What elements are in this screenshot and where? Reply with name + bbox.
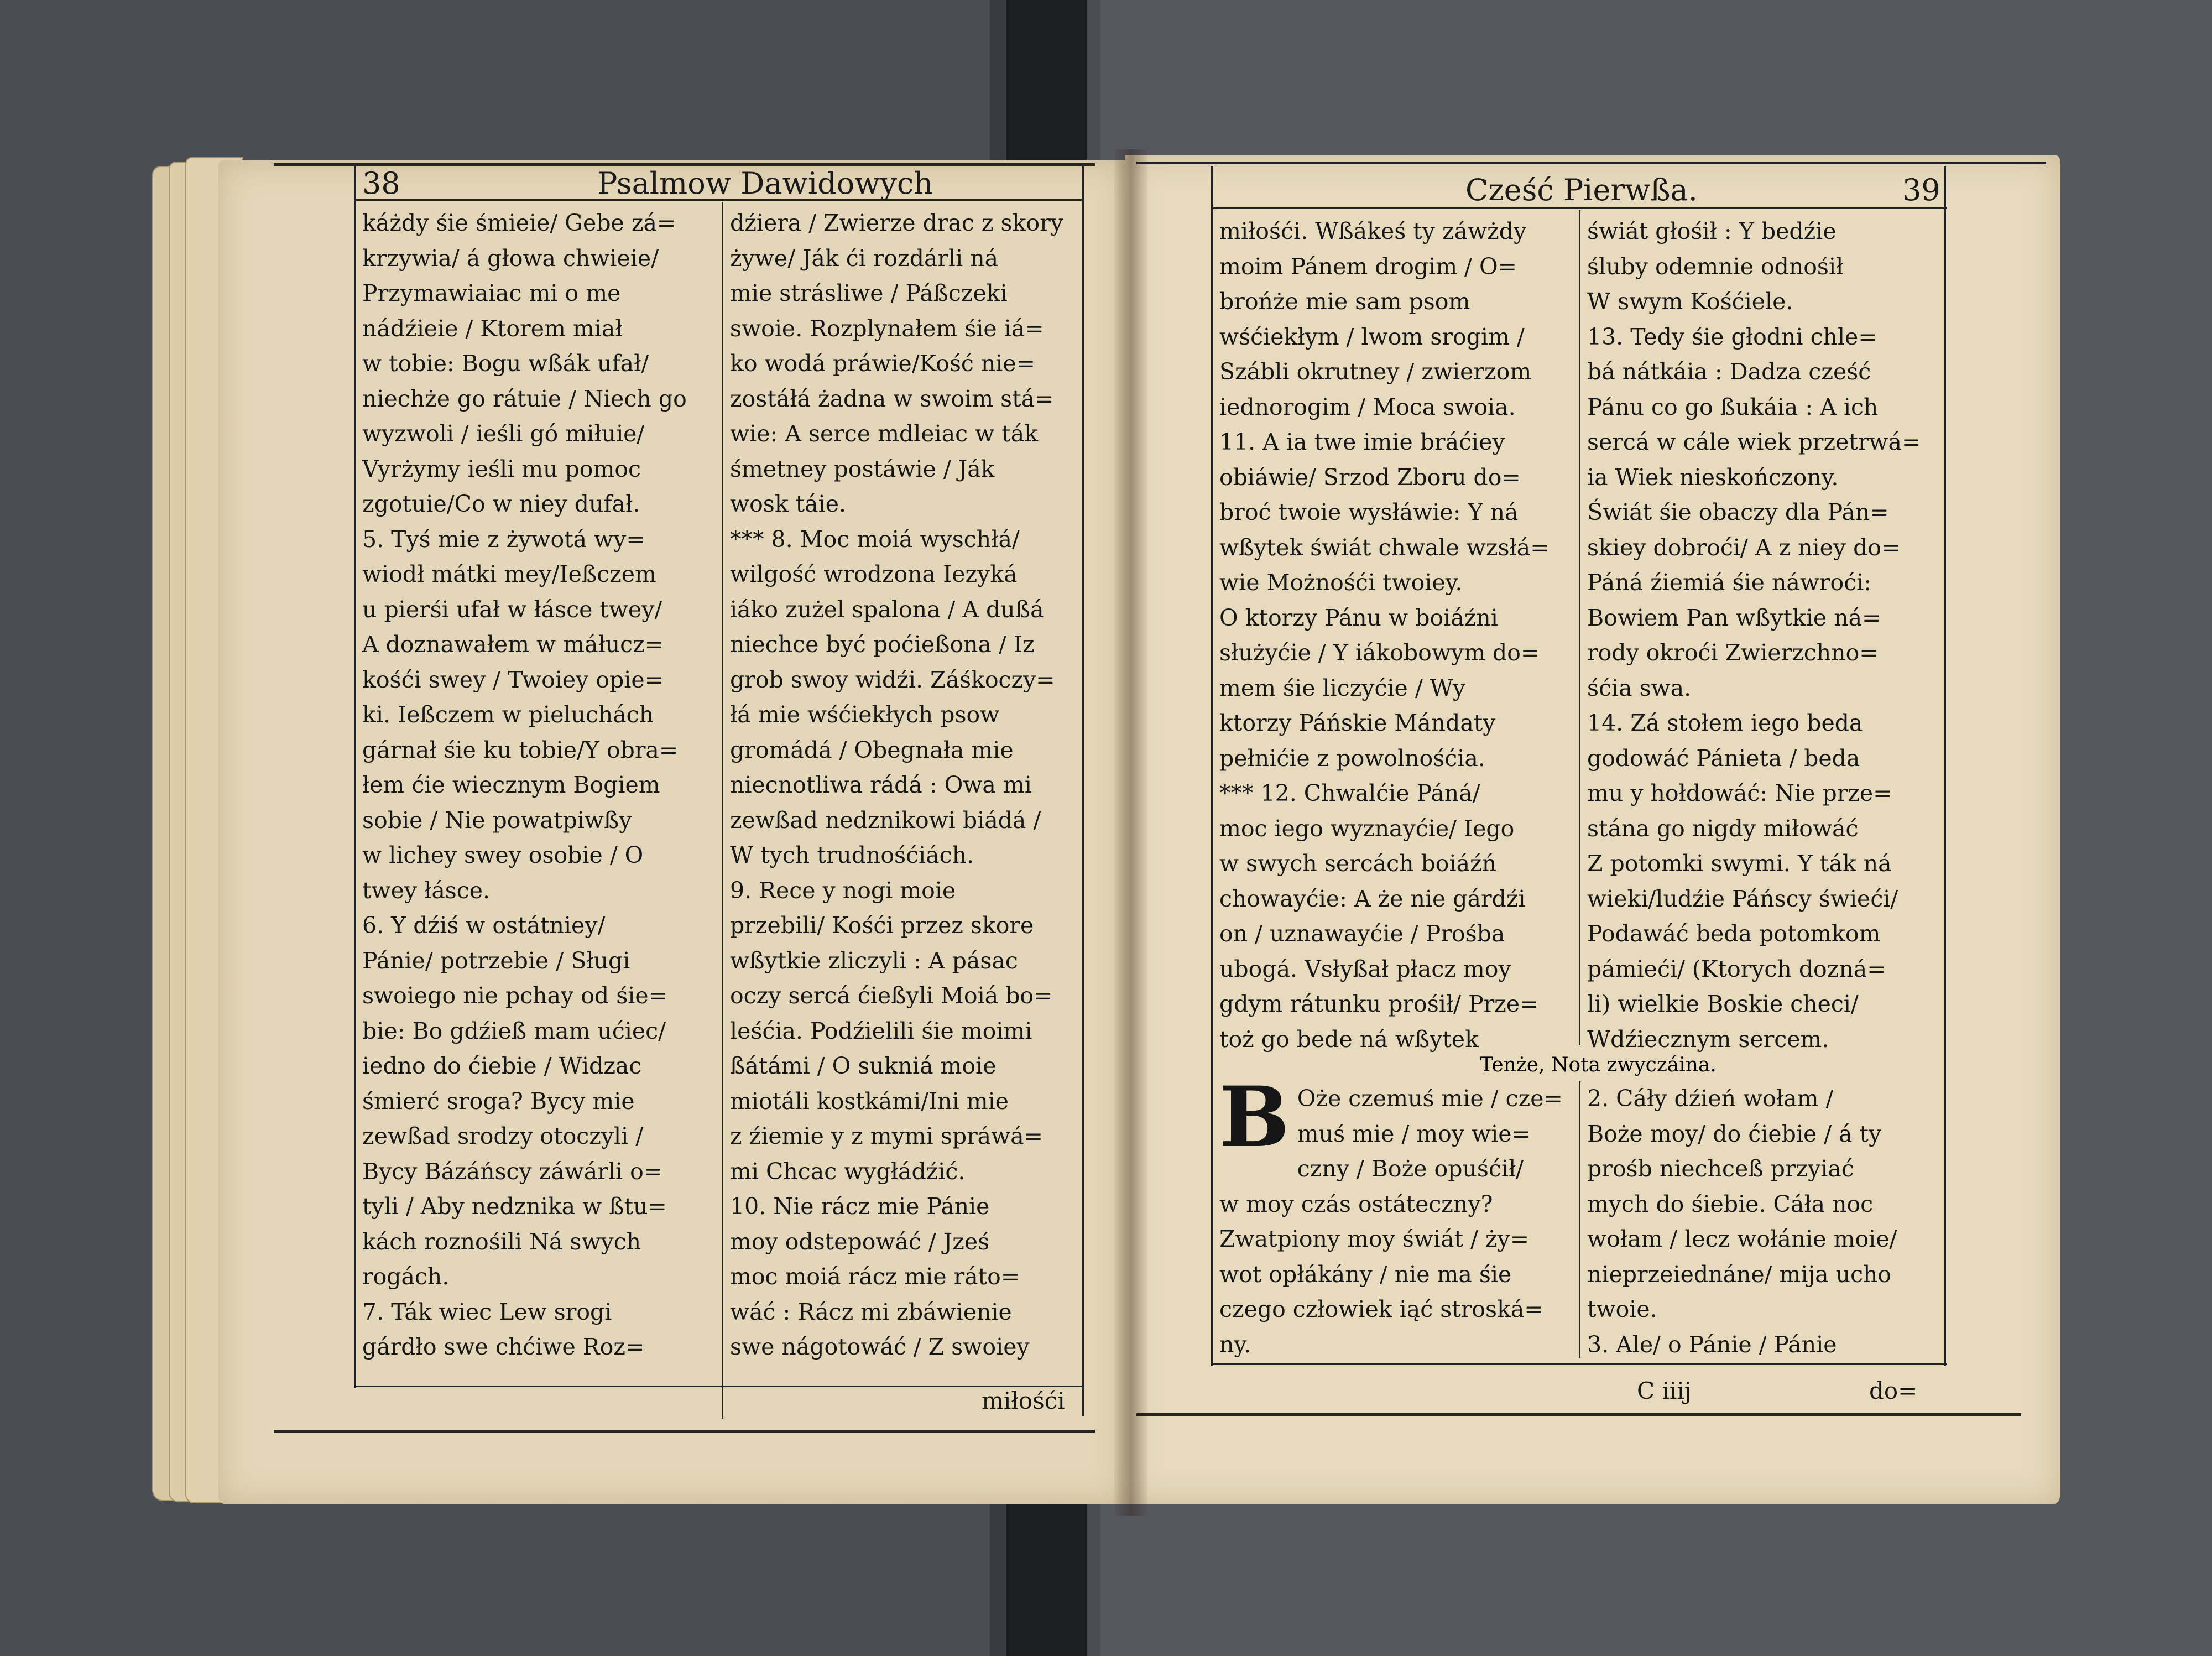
text-line: wie: A serce mdleiac w ták — [730, 420, 1039, 447]
right-running-title: Cześć Pierwßa. — [1465, 173, 1698, 207]
left-column-1 — [362, 206, 727, 1365]
text-line: A doznawałem w máłucz= — [362, 631, 664, 658]
text-line: żywe/ Ják ći rozdárli ná — [730, 244, 999, 272]
text-line: nieprzeiednáne/ mija ucho — [1587, 1261, 1892, 1288]
text-line: przebili/ Kośći przez skore — [730, 912, 1034, 939]
text-line: czny / Boże opuśćił/ — [1297, 1155, 1524, 1182]
text-line: wiodł mátki mey/Ießczem — [362, 561, 656, 587]
right-bottom-rule — [1211, 1363, 1947, 1365]
text-line: wieki/ludźie Páńscy świeći/ — [1587, 885, 1898, 912]
text-line: twoie. — [1587, 1296, 1657, 1322]
right-header-rule — [1211, 207, 1947, 209]
text-line: moy odstepowáć / Jześ — [730, 1228, 990, 1255]
text-line: zostáłá żadna w swoim stá= — [730, 385, 1054, 412]
text-line: *** 8. Moc moiá wyschłá/ — [730, 525, 1020, 553]
right-column-2 — [1587, 214, 1952, 1057]
text-line: wie Możnośći twoiey. — [1219, 569, 1463, 596]
text-line: Podawáć beda potomkom — [1587, 920, 1881, 947]
text-line: wßytkie zliczyli : A pásac — [730, 947, 1018, 974]
text-line: niecnotliwa rádá : Owa mi — [730, 772, 1032, 798]
text-line: muś mie / moy wie= — [1297, 1120, 1531, 1147]
text-line: mem śie liczyćie / Wy — [1219, 674, 1466, 701]
text-line: 10. Nie rácz mie Pánie — [730, 1193, 990, 1220]
text-line: w moy czás ostáteczny? — [1219, 1190, 1493, 1217]
text-line: mie strásliwe / Páßczeki — [730, 280, 1008, 306]
text-line: świát głośił : Y bedźie — [1587, 218, 1837, 244]
text-line: Bowiem Pan wßytkie ná= — [1587, 604, 1881, 631]
text-line: z źiemie y z mymi spráwá= — [730, 1123, 1044, 1149]
right-top-rule — [1136, 162, 2046, 164]
text-line: 7. Ták wiec Lew srogi — [362, 1298, 612, 1325]
text-line: Wdźiecznym sercem. — [1587, 1025, 1829, 1053]
text-line: ubogá. Vsłyßał płacz moy — [1219, 955, 1511, 982]
left-frame-left — [354, 166, 356, 1388]
text-line: wśćiekłym / lwom srogim / — [1219, 323, 1525, 350]
text-line: iedno do ćiebie / Widzac — [362, 1053, 642, 1079]
text-line: 9. Rece y nogi moie — [730, 877, 956, 904]
right-bottom-outer-rule — [1136, 1413, 2021, 1416]
text-line: zgotuie/Co w niey dufał. — [362, 491, 640, 517]
text-line: śluby odemnie odnośił — [1587, 253, 1844, 280]
text-line: wołam / lecz wołánie moie/ — [1587, 1226, 1897, 1252]
text-line: gromádá / Obegnała mie — [730, 736, 1014, 763]
text-line: łá mie wśćiekłych psow — [730, 701, 1000, 728]
text-line: pámieći/ (Ktorych dozná= — [1587, 955, 1886, 982]
text-line: obiáwie/ Srzod Zboru do= — [1219, 464, 1521, 491]
text-line: wßytek świát chwale wzsłá= — [1219, 534, 1550, 561]
text-line: stána go nigdy miłowáć — [1587, 815, 1859, 842]
signature-mark: C iiij — [1637, 1377, 1692, 1404]
text-line: brońże mie sam psom — [1219, 288, 1470, 315]
text-line: Vyrżymy ieśli mu pomoc — [362, 455, 641, 482]
text-line: wosk táie. — [730, 491, 847, 517]
text-line: miłośći. Wßákeś ty záwżdy — [1219, 218, 1527, 244]
text-line: 2. Cáły dźień wołam / — [1587, 1085, 1834, 1112]
text-line: leśćia. Podźielili śie moimi — [730, 1017, 1032, 1044]
text-line: moc iego wyznayćie/ Iego — [1219, 815, 1515, 842]
text-line: li) wielkie Boskie checi/ — [1587, 991, 1859, 1017]
text-line: śćia swa. — [1587, 674, 1692, 701]
text-line: kośći swey / Twoiey opie= — [362, 666, 664, 693]
text-line: bie: Bo gdźieß mam ućiec/ — [362, 1017, 666, 1044]
text-line: zewßad srodzy otoczyli / — [362, 1123, 644, 1149]
text-line: Pánie/ potrzebie / Sługi — [362, 947, 630, 974]
text-line: gdym rátunku prośił/ Prze= — [1219, 991, 1539, 1017]
text-line: prośb niechceß przyiać — [1587, 1155, 1854, 1182]
left-bottom-outer-rule — [274, 1430, 1095, 1433]
text-line: wot opłákány / nie ma śie — [1219, 1261, 1512, 1288]
text-line: wilgość wrodzona Iezyká — [730, 561, 1018, 587]
text-line: twey łásce. — [362, 877, 491, 904]
right-lower-column-1 — [1219, 1069, 1584, 1362]
text-line: *** 12. Chwalćie Páná/ — [1219, 780, 1480, 806]
text-line: wyzwoli / ieśli gó miłuie/ — [362, 420, 645, 447]
text-line: dźiera / Zwierze drac z skory — [730, 210, 1063, 236]
text-line: wáć : Rácz mi zbáwienie — [730, 1298, 1012, 1325]
text-line: Pánu co go ßukáia : A ich — [1587, 393, 1879, 420]
text-line: moc moiá rácz mie ráto= — [730, 1263, 1020, 1290]
book-gutter — [1114, 149, 1147, 1516]
text-line: nádźieie / Ktorem miał — [362, 315, 623, 342]
text-line: w lichey swey osobie / O — [362, 842, 644, 868]
left-bottom-rule — [354, 1386, 1084, 1387]
text-line: grob swoy widźi. Záśkoczy= — [730, 666, 1055, 693]
text-line: skiey dobroći/ A z niey do= — [1587, 534, 1901, 561]
text-line: gárdło swe chćiwe Roz= — [362, 1334, 645, 1360]
text-line: W swym Kośćiele. — [1587, 288, 1793, 315]
text-line: W tych trudnośćiách. — [730, 842, 974, 868]
text-line: ktorzy Páńskie Mándaty — [1219, 710, 1496, 736]
text-line: miotáli kostkámi/Ini mie — [730, 1087, 1009, 1115]
text-line: bá nátkáia : Dadza cześć — [1587, 358, 1871, 385]
text-line: Oże czemuś mie / cze= — [1297, 1085, 1563, 1112]
section-heading: Tenże, Nota zwyczáina. — [1480, 1054, 1717, 1076]
text-line: 14. Zá stołem iego beda — [1587, 710, 1863, 736]
text-line: ki. Ießczem w pieluchách — [362, 701, 654, 728]
text-line: w swych sercách boiáźń — [1219, 850, 1497, 877]
left-running-title: Psalmow Dawidowych — [597, 166, 933, 201]
text-line: niechże go rátuie / Niech go — [362, 385, 687, 412]
drop-cap: B — [1219, 1069, 1290, 1166]
text-line: swe nágotowáć / Z swoiey — [730, 1334, 1030, 1360]
text-line: on / uznawayćie / Prośba — [1219, 920, 1505, 947]
text-line: tyli / Aby nedznika w ßtu= — [362, 1193, 667, 1220]
left-page-number: 38 — [362, 166, 400, 201]
text-line: 5. Tyś mie z żywotá wy= — [362, 525, 645, 553]
right-page-number: 39 — [1902, 173, 1940, 207]
text-line: iednorogim / Moca swoia. — [1219, 393, 1516, 420]
text-line: ny. — [1219, 1331, 1251, 1358]
text-line: pełnićie z powolnośćia. — [1219, 744, 1485, 772]
text-line: Páná źiemiá śie náwroći: — [1587, 569, 1872, 596]
text-line: Boże moy/ do ćiebie / á ty — [1587, 1120, 1882, 1147]
text-line: iáko zużel spalona / A dußá — [730, 596, 1044, 623]
text-line: śmetney postáwie / Ják — [730, 455, 995, 482]
right-lower-column-2 — [1587, 1081, 1952, 1362]
text-line: Szábli okrutney / zwierzom — [1219, 358, 1532, 385]
left-catchword: miłośći — [982, 1387, 1065, 1414]
text-line: ßátámi / O sukniá moie — [730, 1053, 997, 1079]
text-line: moim Pánem drogim / O= — [1219, 253, 1517, 280]
left-column-2 — [730, 206, 1095, 1365]
text-line: káżdy śie śmieie/ Gebe zá= — [362, 210, 676, 236]
text-line: broć twoie wysłáwie: Y ná — [1219, 499, 1519, 525]
text-line: czego człowiek iąć stroská= — [1219, 1296, 1543, 1322]
text-line: sercá w cále wiek przetrwá= — [1587, 429, 1921, 455]
text-line: Świát śie obaczy dla Pán= — [1587, 499, 1889, 525]
right-frame-left — [1211, 166, 1213, 1366]
text-line: O ktorzy Pánu w boiáźni — [1219, 604, 1498, 631]
text-line: ko wodá práwie/Kość nie= — [730, 350, 1036, 377]
text-line: mu y hołdowáć: Nie prze= — [1587, 780, 1892, 806]
text-line: godowáć Pánieta / beda — [1587, 744, 1860, 772]
text-line: niechce być poćießona / Iz — [730, 631, 1035, 658]
text-line: 6. Y dźiś w ostátniey/ — [362, 912, 606, 939]
text-line: gárnał śie ku tobie/Y obra= — [362, 736, 679, 763]
text-line: 3. Ale/ o Pánie / Pánie — [1587, 1331, 1837, 1358]
text-line: Z potomki swymi. Y ták ná — [1587, 850, 1892, 877]
text-line: Bycy Bázáńscy záwárli o= — [362, 1158, 663, 1185]
text-line: Zwatpiony moy świát / ży= — [1219, 1226, 1530, 1252]
text-line: kách roznośili Ná swych — [362, 1228, 641, 1255]
text-line: swoiego nie pchay od śie= — [362, 982, 667, 1009]
text-line: oczy sercá ćießyli Moiá bo= — [730, 982, 1053, 1009]
text-line: służyćie / Y iákobowym do= — [1219, 639, 1540, 666]
text-line: chowayćie: A że nie gárdźi — [1219, 885, 1526, 912]
text-line: w tobie: Bogu wßák ufał/ — [362, 350, 649, 377]
text-line: 11. A ia twe imie bráćiey — [1219, 429, 1505, 455]
text-line: łem ćie wiecznym Bogiem — [362, 772, 660, 798]
text-line: sobie / Nie powatpiwßy — [362, 806, 632, 834]
text-line: śmierć sroga? Bycy mie — [362, 1087, 635, 1115]
right-catchword: do= — [1869, 1377, 1918, 1404]
text-line: rogách. — [362, 1263, 450, 1290]
text-line: swoie. Rozplynałem śie iá= — [730, 315, 1044, 342]
text-line: ia Wiek nieskończony. — [1587, 464, 1839, 491]
text-line: zewßad nedznikowi biádá / — [730, 806, 1041, 834]
text-line: mi Chcac wygłádźić. — [730, 1158, 966, 1185]
text-line: rody okroći Zwierzchno= — [1587, 639, 1879, 666]
text-line: krzywia/ á głowa chwieie/ — [362, 244, 659, 272]
text-line: Przymawiaiac mi o me — [362, 280, 621, 306]
text-line: toż go bede ná wßytek — [1219, 1025, 1479, 1053]
text-line: u pierśi ufał w łásce twey/ — [362, 596, 662, 623]
text-line: mych do śiebie. Cáła noc — [1587, 1190, 1874, 1217]
right-column-1 — [1219, 214, 1584, 1057]
text-line: 13. Tedy śie głodni chle= — [1587, 323, 1877, 350]
